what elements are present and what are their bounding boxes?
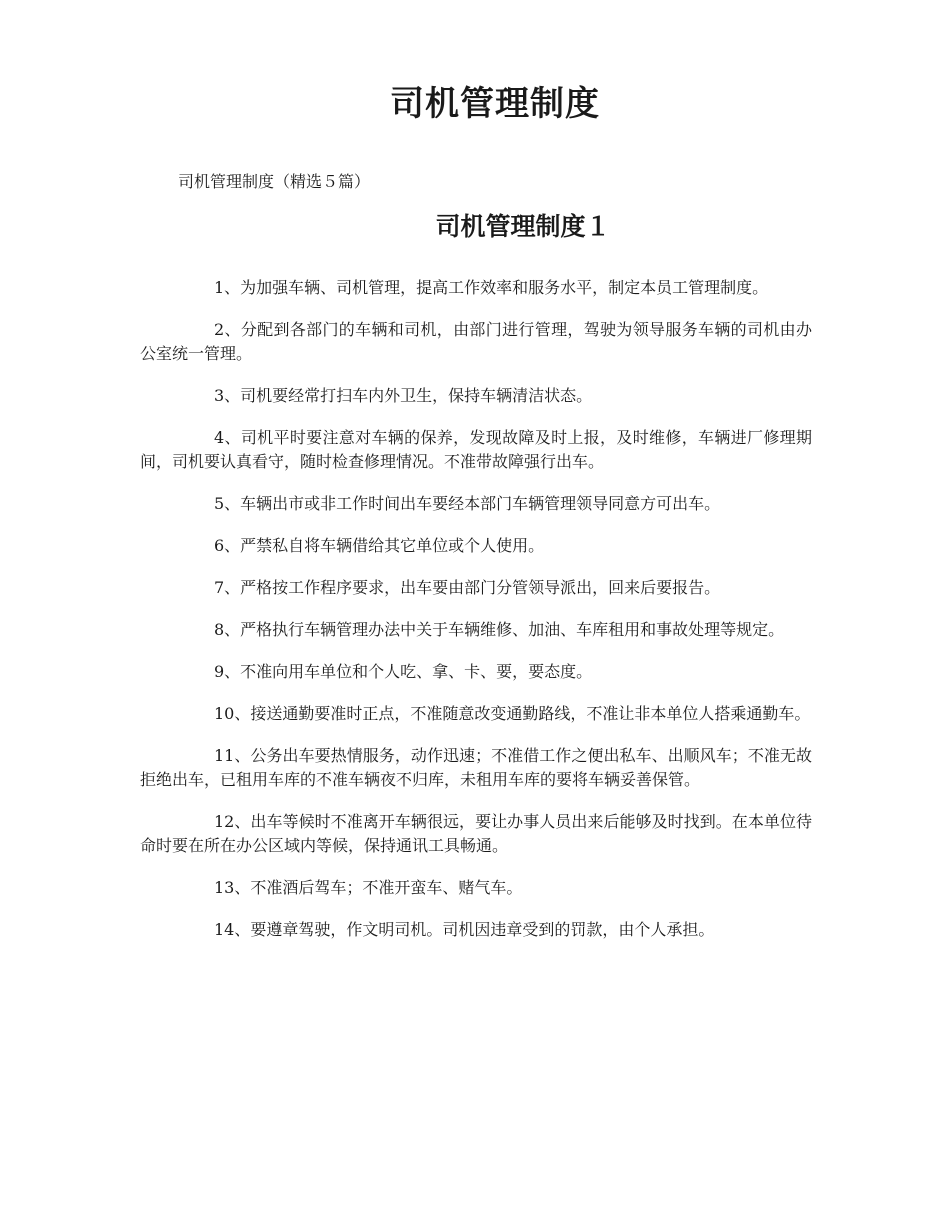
rule-item: 4、司机平时要注意对车辆的保养，发现故障及时上报，及时维修，车辆进厂修理期间，司机要认真看守，随时检查修理情况。不准带故障强行出车。 [140,428,812,471]
rules-list [140,276,812,960]
rule-item: 1、为加强车辆、司机管理，提高工作效率和服务水平，制定本员工管理制度。 [214,278,769,297]
document-title: 司机管理制度 [390,84,600,124]
rule-item: 14、要遵章驾驶，作文明司机。司机因违章受到的罚款，由个人承担。 [214,920,715,939]
rule-item: 3、司机要经常打扫车内外卫生，保持车辆清洁状态。 [214,386,593,405]
rule-item: 10、接送通勤要准时正点，不准随意改变通勤路线，不准让非本单位人搭乘通勤车。 [214,704,811,723]
rule-item: 12、出车等候时不准离开车辆很远，要让办事人员出来后能够及时找到。在本单位待命时要在所在办公区域内等候，保持通讯工具畅通。 [140,812,812,855]
document-subtitle: 司机管理制度（精选５篇） [178,172,371,191]
rule-item: 2、分配到各部门的车辆和司机，由部门进行管理，驾驶为领导服务车辆的司机由办公室统一管理。 [140,320,812,363]
rule-item: 6、严禁私自将车辆借给其它单位或个人使用。 [214,536,545,555]
section-title: 司机管理制度１ [435,212,611,241]
rule-item: 5、车辆出市或非工作时间出车要经本部门车辆管理领导同意方可出车。 [214,494,721,513]
rule-item: 8、严格执行车辆管理办法中关于车辆维修、加油、车库租用和事故处理等规定。 [214,620,785,639]
rule-item: 7、严格按工作程序要求，出车要由部门分管领导派出，回来后要报告。 [214,578,721,597]
rule-item: 11、公务出车要热情服务，动作迅速；不准借工作之便出私车、出顺风车；不准无故拒绝出车，已租用车库的不准车辆夜不归库，未租用车库的要将车辆妥善保管。 [140,746,812,789]
rule-item: 13、不准酒后驾车；不准开蛮车、赌气车。 [214,878,523,897]
rule-item: 9、不准向用车单位和个人吃、拿、卡、要，要态度。 [214,662,593,681]
